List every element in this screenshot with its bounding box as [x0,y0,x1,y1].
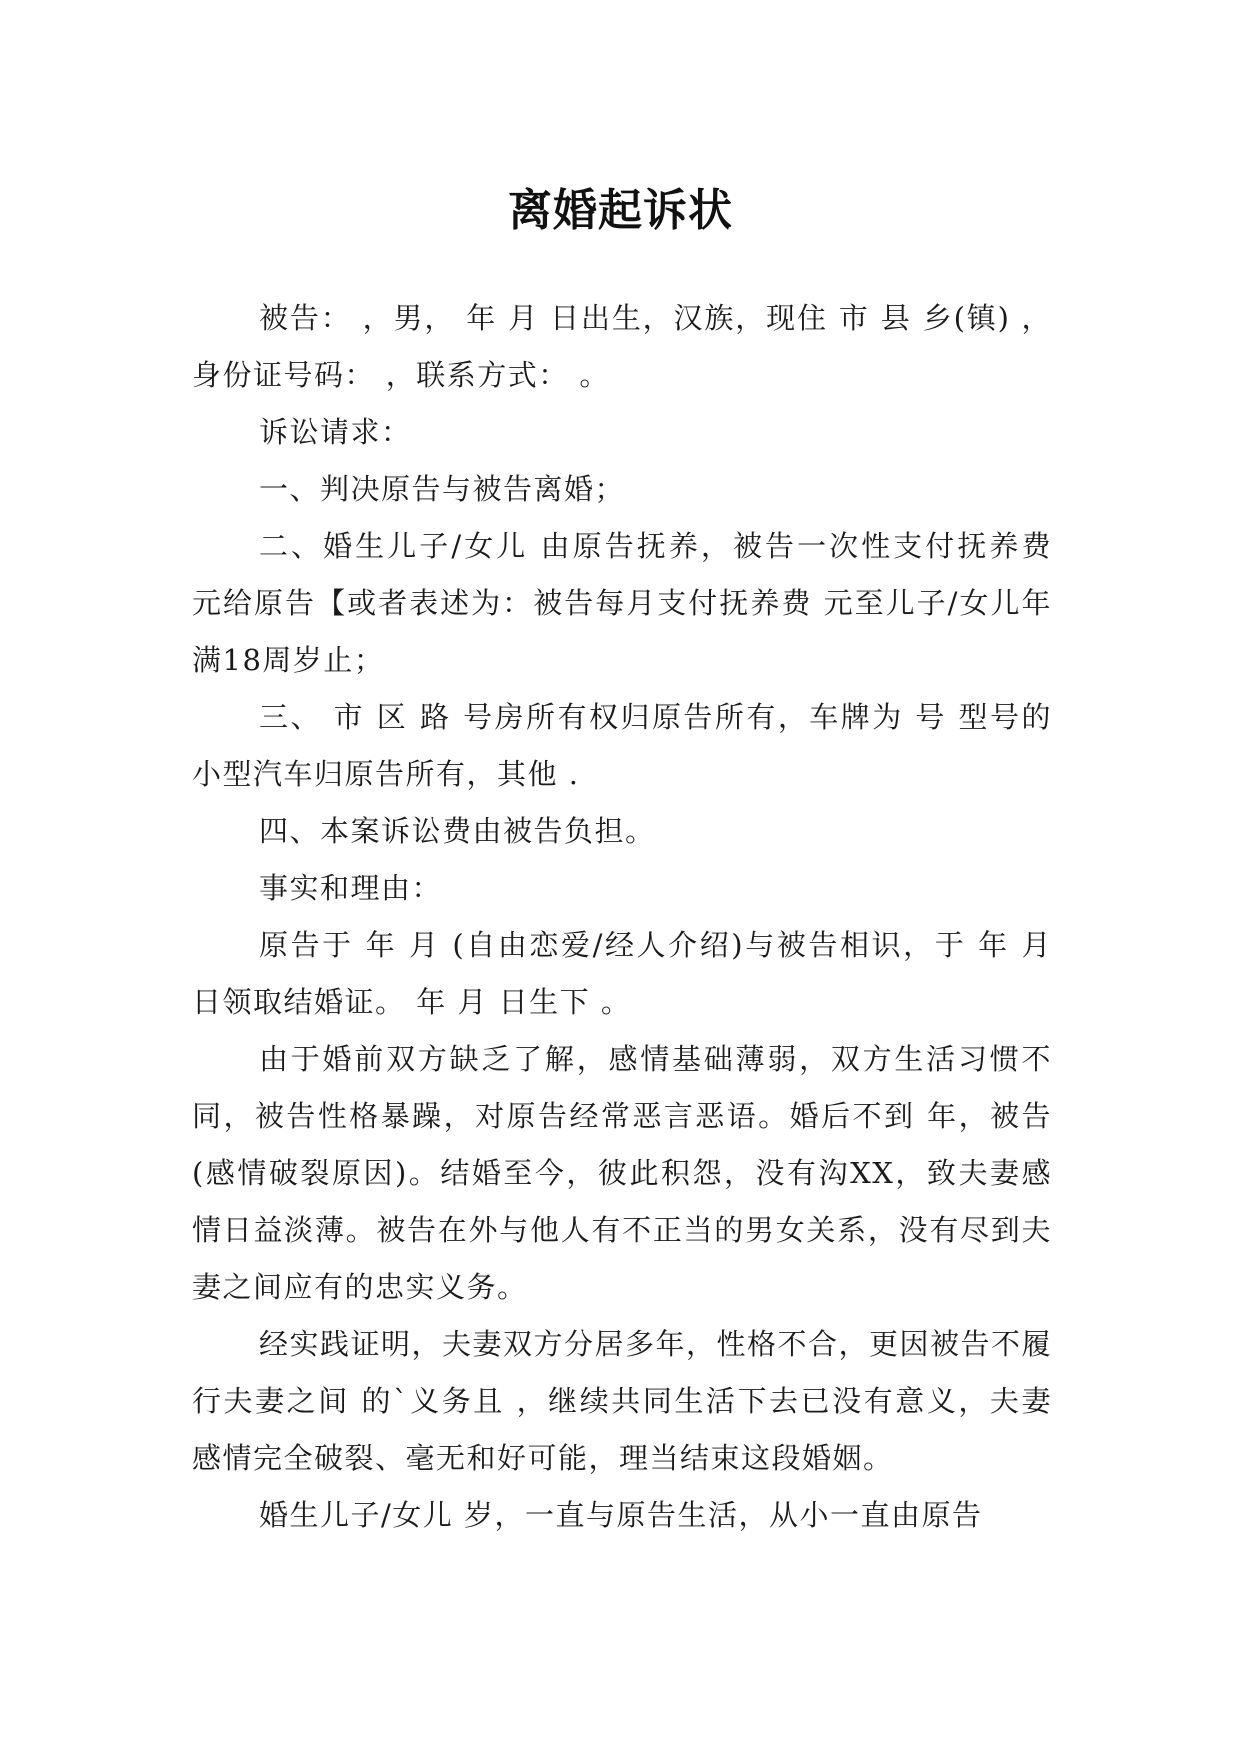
facts-paragraph-2: 由于婚前双方缺乏了解，感情基础薄弱，双方生活习惯不同，被告性格暴躁，对原告经常恶言恶语。婚后不到 年，被告 (感情破裂原因)。结婚至今，彼此积怨，没有沟XX，致夫妻感情日益淡薄。被告在外与他人有不正当的男女关系，没有尽到夫妻之间应有的忠实义务。 [192,1042,1052,1304]
facts-paragraph-3: 经实践证明，夫妻双方分居多年，性格不合，更因被告不履行夫妻之间 的`义务且 ，继续共同生活下去已没有意义，夫妻感情完全破裂、毫无和好可能，理当结束这段婚姻。 [192,1327,1053,1475]
claim-item-2: 二、婚生儿子/女儿 由原告抚养，被告一次性支付抚养费 元给原告【或者表述为：被告每月支付抚养费 元至儿子/女儿年满18周岁止； [192,529,1052,677]
claim-item-4: 四、本案诉讼费由被告负担。 [259,814,656,848]
facts-paragraph-1: 原告于 年 月 (自由恋爱/经人介绍)与被告相识，于 年 月 日领取结婚证。 年 月 日生下 。 [192,928,1052,1019]
claim-item-1: 一、判决原告与被告离婚； [259,472,626,506]
document-body [192,290,1052,1544]
claim-item-3: 三、 市 区 路 号房所有权归原告所有，车牌为 号 型号的小型汽车归原告所有，其他 . [192,700,1052,791]
facts-heading: 事实和理由： [259,871,443,905]
document-title: 离婚起诉状 [508,185,733,237]
facts-paragraph-4: 婚生儿子/女儿 岁，一直与原告生活，从小一直由原告 [259,1498,983,1532]
claims-heading: 诉讼请求： [259,415,412,449]
defendant-info-paragraph: 被告： ，男， 年 月 日出生，汉族，现住 市 县 乡(镇) ，身份证号码： ，联系方式： 。 [192,301,1052,392]
